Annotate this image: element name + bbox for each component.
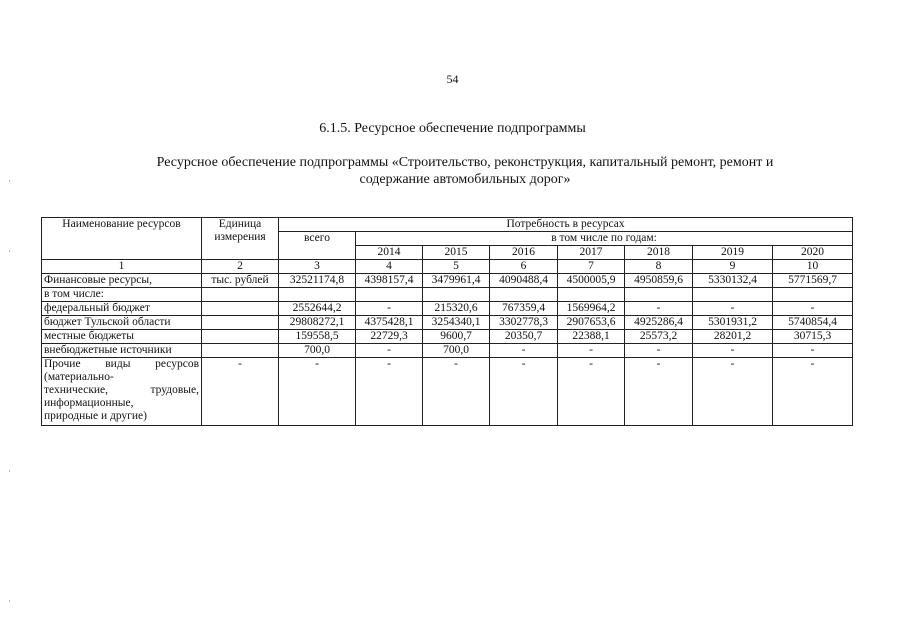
row-value: 4950859,6 <box>625 274 693 288</box>
row-value: 4090488,4 <box>490 274 558 288</box>
row-value: 28201,2 <box>693 330 773 344</box>
resources-table <box>41 217 853 426</box>
table-row <box>42 316 853 330</box>
row-total: - <box>279 358 356 426</box>
header-year: 2018 <box>625 246 693 260</box>
header-resource-name: Наименование ресурсов <box>42 218 202 260</box>
row-value: - <box>490 344 558 358</box>
row-value: 2907653,6 <box>558 316 625 330</box>
column-number: 2 <box>202 260 279 274</box>
row-value: 5740854,4 <box>773 316 853 330</box>
row-value <box>423 288 490 302</box>
row-unit: тыс. рублей <box>202 274 279 288</box>
header-row-1 <box>42 218 853 232</box>
row-value: 20350,7 <box>490 330 558 344</box>
row-value: - <box>693 344 773 358</box>
row-total: 700,0 <box>279 344 356 358</box>
row-value: 5301931,2 <box>693 316 773 330</box>
header-year: 2015 <box>423 246 490 260</box>
row-value: 3479961,4 <box>423 274 490 288</box>
header-year: 2020 <box>773 246 853 260</box>
row-value <box>773 288 853 302</box>
row-value: - <box>773 344 853 358</box>
header-unit-line-2: измерения <box>214 231 266 243</box>
column-number: 5 <box>423 260 490 274</box>
row-value: 3302778,3 <box>490 316 558 330</box>
row-value: - <box>773 358 853 426</box>
row-value: - <box>773 302 853 316</box>
table-row <box>42 302 853 316</box>
row-value: - <box>693 302 773 316</box>
row-unit <box>202 302 279 316</box>
row-name-line: (материально- <box>44 371 114 383</box>
header-year: 2017 <box>558 246 625 260</box>
table-row <box>42 274 853 288</box>
column-number: 7 <box>558 260 625 274</box>
header-need: Потребность в ресурсах <box>279 218 853 232</box>
row-name-line: природные и другие) <box>44 410 147 422</box>
scan-speck <box>9 600 10 602</box>
row-value: 4500005,9 <box>558 274 625 288</box>
row-name: федеральный бюджет <box>42 302 202 316</box>
row-name-line: информационные, <box>44 397 134 409</box>
table-row <box>42 330 853 344</box>
row-value: - <box>558 344 625 358</box>
scan-speck <box>9 180 10 182</box>
row-value <box>693 288 773 302</box>
row-value: 767359,4 <box>490 302 558 316</box>
column-number: 3 <box>279 260 356 274</box>
header-year: 2016 <box>490 246 558 260</box>
header-unit <box>202 218 279 260</box>
table-row <box>42 344 853 358</box>
row-total: 159558,5 <box>279 330 356 344</box>
header-year: 2014 <box>356 246 423 260</box>
row-value: - <box>558 358 625 426</box>
row-value: 1569964,2 <box>558 302 625 316</box>
page-number: 54 <box>446 72 459 86</box>
row-total: 2552644,2 <box>279 302 356 316</box>
row-value: - <box>625 358 693 426</box>
row-unit: - <box>202 358 279 426</box>
column-number: 8 <box>625 260 693 274</box>
column-number: 6 <box>490 260 558 274</box>
scan-speck <box>9 470 10 472</box>
row-value: - <box>356 358 423 426</box>
header-by-years: в том числе по годам: <box>356 232 853 246</box>
row-value: 9600,7 <box>423 330 490 344</box>
row-value: 5771569,7 <box>773 274 853 288</box>
row-value: 700,0 <box>423 344 490 358</box>
row-value: - <box>625 302 693 316</box>
column-number: 9 <box>693 260 773 274</box>
row-total <box>279 288 356 302</box>
row-value <box>490 288 558 302</box>
row-value: 4398157,4 <box>356 274 423 288</box>
row-value <box>558 288 625 302</box>
row-value: - <box>356 344 423 358</box>
row-name: внебюджетные источники <box>42 344 202 358</box>
row-name: местные бюджеты <box>42 330 202 344</box>
row-value: 25573,2 <box>625 330 693 344</box>
table-row <box>42 288 853 302</box>
column-numbers-row <box>42 260 853 274</box>
row-value: 30715,3 <box>773 330 853 344</box>
column-number: 10 <box>773 260 853 274</box>
row-value: 5330132,4 <box>693 274 773 288</box>
title-line-2: содержание автомобильных дорог» <box>359 172 571 187</box>
row-value <box>356 288 423 302</box>
row-value: 4375428,1 <box>356 316 423 330</box>
row-value: - <box>356 302 423 316</box>
row-name: бюджет Тульской области <box>42 316 202 330</box>
row-value: 215320,6 <box>423 302 490 316</box>
column-number: 1 <box>42 260 202 274</box>
row-value: 3254340,1 <box>423 316 490 330</box>
row-name: в том числе: <box>42 288 202 302</box>
row-value: 4925286,4 <box>625 316 693 330</box>
row-unit <box>202 344 279 358</box>
header-year: 2019 <box>693 246 773 260</box>
row-name-line: технические, трудовые, <box>44 384 199 396</box>
row-value: 22729,3 <box>356 330 423 344</box>
row-value: - <box>625 344 693 358</box>
header-unit-line-1: Единица <box>218 218 262 230</box>
row-total: 29808272,1 <box>279 316 356 330</box>
row-value <box>625 288 693 302</box>
row-unit <box>202 288 279 302</box>
row-value: - <box>423 358 490 426</box>
row-name-line: Прочие виды ресурсов <box>44 358 199 370</box>
table-row-other <box>42 358 853 426</box>
section-heading: 6.1.5. Ресурсное обеспечение подпрограммы <box>319 121 586 136</box>
title-line-1: Ресурсное обеспечение подпрограммы «Строительство, реконструкция, капитальный ремонт, ремонт и <box>156 155 774 170</box>
row-unit <box>202 330 279 344</box>
row-name: Финансовые ресурсы, <box>42 274 202 288</box>
scan-speck <box>9 250 10 252</box>
header-total: всего <box>279 232 356 260</box>
row-unit <box>202 316 279 330</box>
row-name <box>42 358 202 426</box>
column-number: 4 <box>356 260 423 274</box>
document-title <box>105 154 825 188</box>
row-value: - <box>490 358 558 426</box>
row-value: 22388,1 <box>558 330 625 344</box>
row-value: - <box>693 358 773 426</box>
row-total: 32521174,8 <box>279 274 356 288</box>
